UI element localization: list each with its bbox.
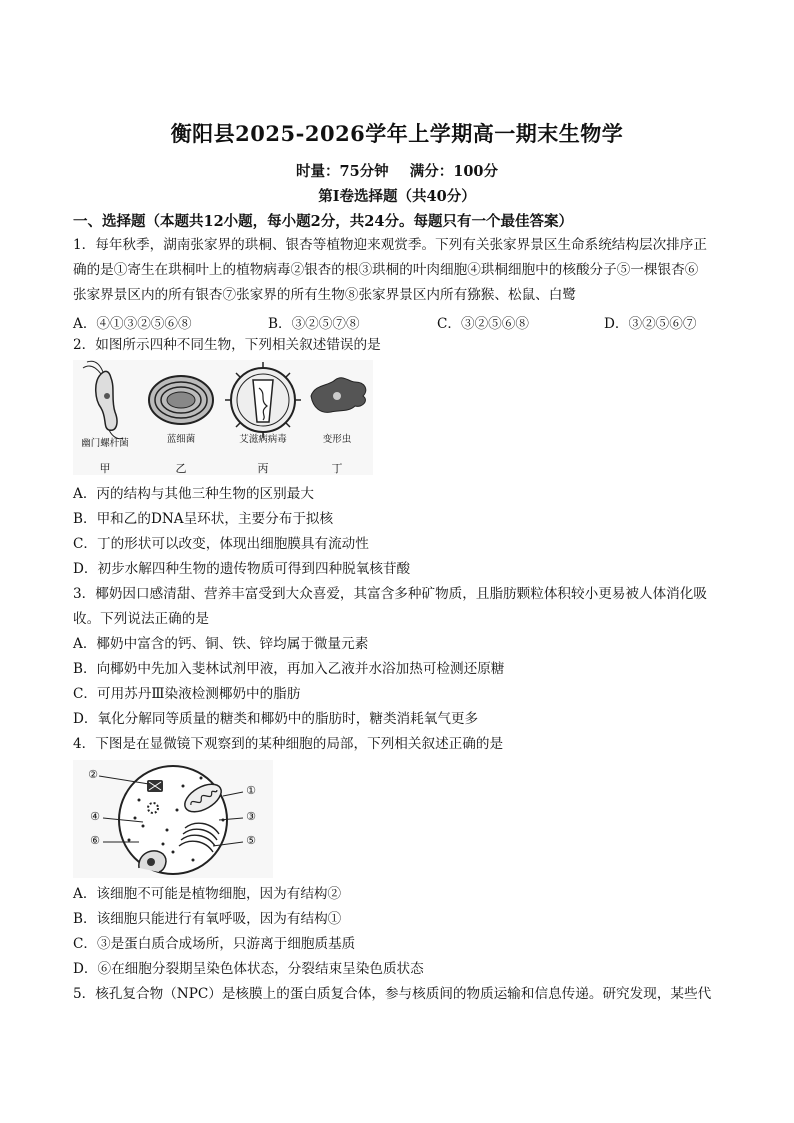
exam-meta: [0, 160, 794, 181]
q4-option-a: A．该细胞不可能是植物细胞，因为有结构②: [73, 886, 342, 902]
q2-option-b: B．甲和乙的DNA呈环状，主要分布于拟核: [73, 511, 334, 527]
q4-figure: [73, 760, 273, 878]
q1-option-c: C．③②⑤⑥⑧: [437, 316, 529, 332]
exam-score: 满分：100分: [409, 163, 499, 180]
letter-ding: 丁: [331, 462, 343, 475]
label-2: ②: [88, 768, 98, 781]
caption-cyanobacteria: 蓝细菌: [166, 434, 196, 445]
cyanobacteria-image: [149, 376, 213, 424]
letter-bing: 丙: [257, 462, 269, 475]
helicobacter-image: [83, 361, 123, 438]
letter-yi: 乙: [175, 462, 187, 475]
q2-stem: 2．如图所示四种不同生物，下列相关叙述错误的是: [73, 337, 381, 353]
q1-line3: 张家界景区内的所有银杏⑦张家界的所有生物⑧张家界景区内所有猕猴、松鼠、白鹭: [73, 287, 576, 303]
q4-option-b: B．该细胞只能进行有氧呼吸，因为有结构①: [73, 911, 342, 927]
label-6: ⑥: [90, 834, 100, 847]
q5-line1: 5．核孔复合物（NPC）是核膜上的蛋白质复合体，参与核质间的物质运输和信息传递。研究发现，某些代: [73, 986, 712, 1002]
q4-stem: 4．下图是在显微镜下观察到的某种细胞的局部，下列相关叙述正确的是: [73, 736, 504, 752]
q1-line2: 确的是①寄生在珙桐叶上的植物病毒②银杏的根③珙桐的叶肉细胞④珙桐细胞中的核酸分子⑤一棵银杏⑥: [73, 262, 699, 278]
label-1: ①: [246, 784, 256, 797]
exam-title: 衡阳县2025-2026学年上学期高一期末生物学: [170, 121, 624, 146]
amoeba-image: [311, 378, 366, 413]
hiv-virus-image: [225, 362, 301, 438]
label-4: ④: [90, 810, 100, 823]
q2-option-c: C．丁的形状可以改变，体现出细胞膜具有流动性: [73, 536, 369, 552]
q1-line1: 1．每年秋季，湖南张家界的珙桐、银杏等植物迎来观赏季。下列有关张家界景区生命系统结构层次排序正: [73, 237, 707, 253]
q3-option-a: A．椰奶中富含的钙、铜、铁、锌均属于微量元素: [73, 636, 369, 652]
q3-line1: 3．椰奶因口感清甜、营养丰富受到大众喜爱，其富含多种矿物质，且脂肪颗粒体积较小更易被人体消化吸: [73, 586, 707, 602]
q4-option-c: C．③是蛋白质合成场所，只游离于细胞质基质: [73, 936, 356, 952]
letter-jia: 甲: [99, 462, 111, 475]
q1-option-a: A．④①③②⑤⑥⑧: [73, 316, 192, 332]
label-3: ③: [246, 810, 256, 823]
section-heading: 一、选择题（本题共12小题，每小题2分，共24分。每题只有一个最佳答案）: [73, 213, 573, 230]
part-heading: 第I卷选择题（共40分）: [318, 188, 476, 205]
q4-option-d: D．⑥在细胞分裂期呈染色体状态，分裂结束呈染色质状态: [73, 961, 424, 977]
caption-amoeba: 变形虫: [322, 434, 352, 445]
caption-helicobacter: 幽门螺杆菌: [81, 438, 129, 449]
caption-hiv: 艾滋病病毒: [239, 434, 287, 445]
organisms-illustration: [73, 360, 373, 445]
exam-time: 时量：75分钟: [295, 163, 389, 180]
q2-figure: [73, 360, 373, 475]
q1-option-b: B．③②⑤⑦⑧: [268, 316, 360, 332]
q3-option-d: D．氧化分解同等质量的糖类和椰奶中的脂肪时，糖类消耗氧气更多: [73, 711, 479, 727]
q3-option-b: B．向椰奶中先加入斐林试剂甲液，再加入乙液并水浴加热可检测还原糖: [73, 661, 505, 677]
q3-option-c: C．可用苏丹Ⅲ染液检测椰奶中的脂肪: [73, 686, 301, 702]
q1-option-d: D．③②⑤⑥⑦: [604, 316, 697, 332]
label-5: ⑤: [246, 834, 256, 847]
q2-option-a: A．丙的结构与其他三种生物的区别最大: [73, 486, 314, 502]
q3-line2: 收。下列说法正确的是: [73, 611, 209, 627]
q2-option-d: D．初步水解四种生物的遗传物质可得到四种脱氧核苷酸: [73, 561, 411, 577]
